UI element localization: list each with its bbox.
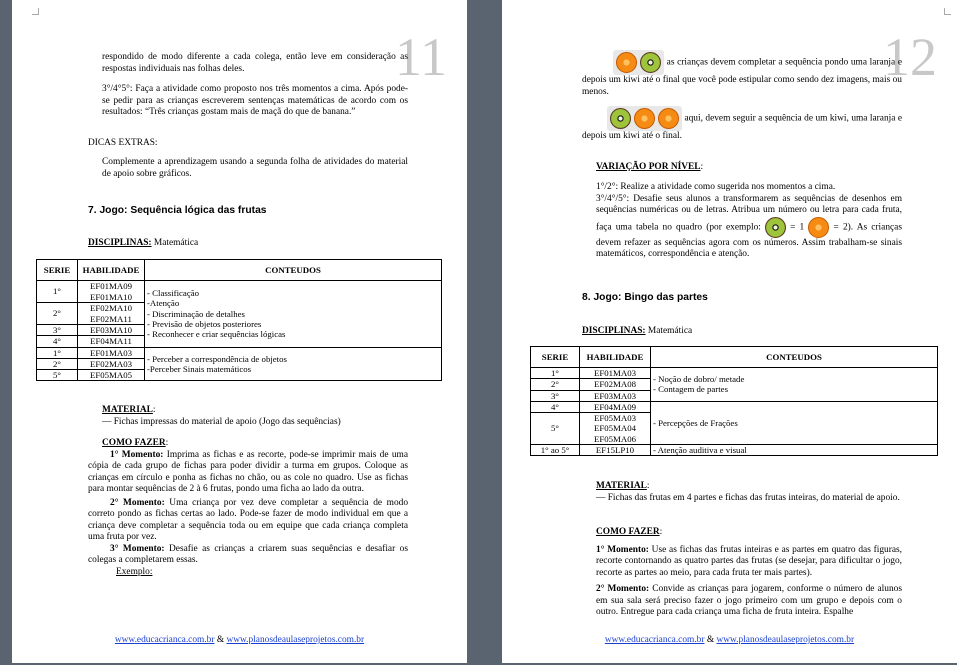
col-serie: SERIE <box>531 347 580 368</box>
skills-table-game-7 <box>36 259 442 381</box>
table-row: 1° EF01MA09 EF01MA10 - Classificação -Atenção - Discriminação de detalhes - Previsão de objetos posteriores - Reconhecer e criar sequências lógicas <box>37 281 442 303</box>
conteudos-cell-1: - Noção de dobro/ metade - Contagem de partes <box>651 368 938 402</box>
footer-link-educacrianca[interactable]: www.educacrianca.com.br <box>114 635 215 645</box>
table-row: 3° EF03MA10 <box>37 325 442 336</box>
example-2: aqui, devem seguir a sequência de um kiwi, uma laranja e depois um kiwi até o final. <box>582 106 902 143</box>
game-7-title: 7. Jogo: Sequência lógica das frutas <box>88 205 267 216</box>
table-row: 1° EF01MA03 - Perceber a correspondência de objetos -Perceber Sinais matemáticos <box>37 347 442 358</box>
variacao-text: 1°/2°: Realize a atividade como sugerida nos momentos a cima. 3°/4°/5°: Desafie seus alunos a transformarem as sequências de desenhos em sequências numéricas ou de letras. Atribua um número ou letra para cada fruta, faça uma tabela no quadro (por exemplo: = 1 = 2). As crianças devem refazer as sequências agora com os números. Assim trabalham-se sinais matemáticos, correspondência e atenção. <box>596 182 902 259</box>
table-row: 2° EF02MA03 <box>37 358 442 369</box>
conteudos-cell-2: - Perceber a correspondência de objetos -Perceber Sinais matemáticos <box>145 347 442 381</box>
kiwi-icon <box>765 217 786 238</box>
page-11 <box>12 0 467 663</box>
footer: www.educacrianca.com.br & www.planosdeaulaseprojetos.com.br <box>114 635 365 645</box>
fruit-sequence-2 <box>607 106 682 131</box>
material-section: MATERIAL: — Fichas impressas do material de apoio (Jogo das sequências) <box>102 405 408 428</box>
col-serie: SERIE <box>37 260 78 281</box>
orange-icon <box>634 108 655 129</box>
table-row: 3° EF03MA03 <box>531 390 938 401</box>
disciplinas-value: Matemática <box>645 326 693 336</box>
exemplo-label: Exemplo: <box>116 566 153 577</box>
material-text: — Fichas impressas do material de apoio (Jogo das sequências) <box>102 416 341 427</box>
table-header-row <box>37 260 442 281</box>
page-12 <box>502 0 957 663</box>
page-number: 11 <box>395 27 447 87</box>
kiwi-icon <box>610 108 631 129</box>
table-header-row <box>531 347 938 368</box>
col-habilidade: HABILIDADE <box>580 347 651 368</box>
como-fazer-section: COMO FAZER: 1° Momento: Imprima as fichas e as recorte, pode-se imprimir mais de uma cópia de cada grupo de fichas para poder dividir a turma em grupos. Coloque as crianças em círculo e ponha as fichas no chão, ou as cole no quadro. Use as fichas para montar sequências de 2 à 6 frutas, pondo uma ficha ao lado da outra. 2° Momento: Uma criança por vez deve completar a sequência de modo correto pondo as fichas certas ao lado. Pode-se fazer de modo individual em que a criança deve completar a sequência toda ou em equipe que cada criança completa uma fruta por vez. 3° Momento: Desafie as crianças a criarem suas sequências e desafiar os colegas a completarem essas. Exemplo: <box>88 438 409 577</box>
game-8-title: 8. Jogo: Bingo das partes <box>582 292 708 303</box>
conteudos-cell-1: - Classificação -Atenção - Discriminação de detalhes - Previsão de objetos posteriores - Reconhecer e criar sequências lógicas <box>145 281 442 348</box>
dicas-title: DICAS EXTRAS: <box>88 138 158 148</box>
material-label: MATERIAL <box>596 481 647 491</box>
material-label: MATERIAL <box>102 405 153 415</box>
table-row: 4° EF04MA09 - Percepções de Frações <box>531 401 938 412</box>
table-row: 1° EF01MA03 - Noção de dobro/ metade - Contagem de partes <box>531 368 938 379</box>
footer-link-planosdeaulas[interactable]: www.planosdeaulaseprojetos.com.br <box>716 635 855 645</box>
skills-table-game-8 <box>530 346 938 456</box>
table-row: 4° EF04MA11 <box>37 336 442 347</box>
table-row: 5° EF05MA03 EF05MA04 EF05MA06 <box>531 413 938 445</box>
disciplinas-label: DISCIPLINAS: <box>88 238 152 248</box>
disciplinas-label: DISCIPLINAS: <box>582 326 646 336</box>
como-fazer-label: COMO FAZER <box>596 527 660 537</box>
footer: www.educacrianca.com.br & www.planosdeaulaseprojetos.com.br <box>604 635 855 645</box>
page-number: 12 <box>883 27 937 87</box>
material-text: — Fichas das frutas em 4 partes e fichas das frutas inteiras, do material de apoio. <box>596 492 900 503</box>
conteudos-cell-2: - Percepções de Frações <box>651 401 938 444</box>
table-row: 2° EF02MA10 EF02MA11 <box>37 303 442 325</box>
col-conteudos: CONTEUDOS <box>145 260 442 281</box>
orange-icon <box>658 108 679 129</box>
disciplinas-value: Matemática <box>151 238 199 248</box>
example-1: as crianças devem completar a sequência pondo uma laranja e depois um kiwi até o final que você pode estipular como sendo dez imagens, mais ou menos. <box>582 50 902 98</box>
footer-link-educacrianca[interactable]: www.educacrianca.com.br <box>604 635 705 645</box>
intro-paragraph-2: 3°/4°5°: Faça a atividade como proposto nos três momentos a cima. Após pode-se pedir para as crianças escreverem sentenças matemáticas de acordo com os resultados: “Três crianças gostam mais de maçã do que de banana.” <box>102 84 408 117</box>
disciplinas-line <box>582 326 692 338</box>
disciplinas-line <box>88 238 198 250</box>
kiwi-icon <box>640 52 661 73</box>
col-conteudos: CONTEUDOS <box>651 347 938 368</box>
fruit-sequence-1 <box>613 50 664 75</box>
como-fazer-section: COMO FAZER: 1° Momento: Use as fichas das frutas inteiras e as partes em quatro das figuras, recorte contornando as quatro partes das frutas (se desejar, para dificultar o jogo, recorte as partes ao meio, para cada fruta ter mais partes). 2° Momento: Convide as crianças para jogarem, conforme o número de alunos em sua sala será preciso fazer o jogo primeiro com um grupo e depois com o outro. Entregue para cada criança uma ficha de fruta inteira. Espalhe <box>596 527 903 617</box>
orange-icon <box>808 217 829 238</box>
margin-corner-mark <box>944 8 951 15</box>
margin-corner-mark <box>32 8 39 15</box>
footer-link-planosdeaulas[interactable]: www.planosdeaulaseprojetos.com.br <box>226 635 365 645</box>
material-section: MATERIAL: — Fichas das frutas em 4 partes e fichas das frutas inteiras, do material de apoio. <box>596 481 902 504</box>
table-row: 5° EF05MA05 <box>37 370 442 381</box>
table-row: 1° ao 5° EF15LP10 - Atenção auditiva e visual <box>531 445 938 456</box>
como-fazer-label: COMO FAZER <box>102 438 166 448</box>
orange-icon <box>616 52 637 73</box>
intro-paragraph-1: respondido de modo diferente a cada colega, então leve em consideração as respostas individuais nas folhas deles. <box>102 52 408 74</box>
col-habilidade: HABILIDADE <box>78 260 145 281</box>
dicas-text: Complemente a aprendizagem usando a segunda folha de atividades do material de apoio sobre gráficos. <box>102 157 408 179</box>
variacao-title: VARIAÇÃO POR NÍVEL: <box>596 162 704 172</box>
table-row: 2° EF02MA08 <box>531 379 938 390</box>
